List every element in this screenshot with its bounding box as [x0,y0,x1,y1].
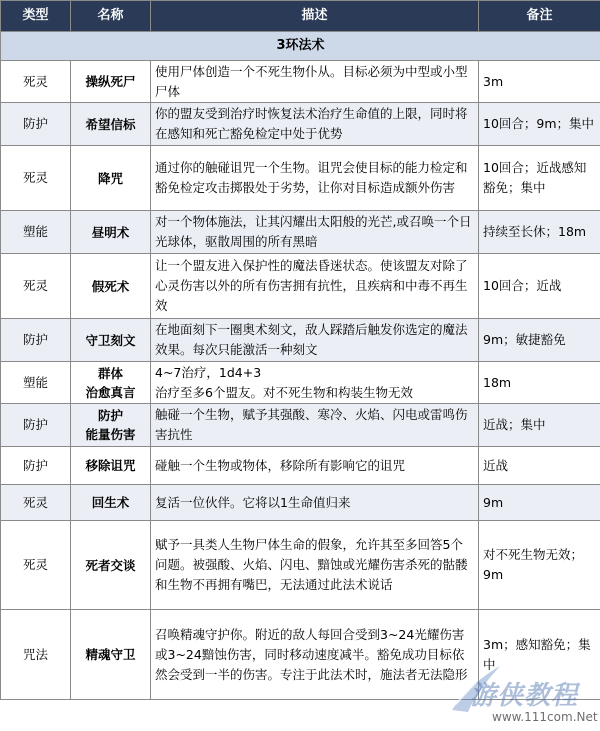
cell-type: 防护 [1,103,71,146]
cell-desc: 通过你的触碰诅咒一个生物。诅咒会使目标的能力检定和豁免检定攻击掷骰处于劣势，让你对目标造成额外伤害 [151,146,479,211]
cell-type: 咒法 [1,610,71,700]
cell-name: 假死术 [71,254,151,319]
cell-type: 死灵 [1,61,71,103]
cell-note: 18m [479,362,600,404]
cell-desc: 对一个物体施法，让其闪耀出太阳般的光芒,或召唤一个日光球体，驱散周围的所有黑暗 [151,211,479,254]
header-name: 名称 [71,1,151,32]
cell-desc: 在地面刻下一圈奥术刻文，敌人踩踏后触发你选定的魔法效果。每次只能激活一种刻文 [151,319,479,362]
cell-type: 塑能 [1,362,71,404]
cell-name: 守卫刻文 [71,319,151,362]
cell-desc: 赋予一具类人生物尸体生命的假象，允许其至多回答5个问题。被强酸、火焰、闪电、黯蚀或光耀伤害杀死的骷髅和生物不再拥有嘴巴，无法通过此法术说话 [151,521,479,610]
cell-name: 死者交谈 [71,521,151,610]
header-note: 备注 [479,1,600,32]
table-row [1,319,600,362]
cell-note: 对不死生物无效；9m [479,521,600,610]
table-row [1,254,600,319]
table-row [1,211,600,254]
header-desc: 描述 [151,1,479,32]
cell-name: 回生术 [71,485,151,521]
cell-type: 死灵 [1,146,71,211]
cell-type: 塑能 [1,211,71,254]
cell-desc: 触碰一个生物，赋予其强酸、寒冷、火焰、闪电或雷鸣伤害抗性 [151,404,479,447]
cell-note: 近战；集中 [479,404,600,447]
cell-note: 3m [479,61,600,103]
section-row [1,32,600,61]
table-row [1,485,600,521]
watermark-url: www.111com.Net [492,710,598,724]
cell-note: 3m；感知豁免；集中 [479,610,600,700]
cell-type: 防护 [1,447,71,485]
cell-name: 防护 能量伤害 [71,404,151,447]
cell-type: 死灵 [1,485,71,521]
cell-note: 近战 [479,447,600,485]
cell-type: 死灵 [1,254,71,319]
cell-note: 10回合；近战 [479,254,600,319]
cell-name: 操纵死尸 [71,61,151,103]
cell-desc: 4~7治疗，1d4+3 治疗至多6个盟友。对不死生物和构装生物无效 [151,362,479,404]
table-row [1,146,600,211]
header-row [1,1,600,32]
table-row [1,61,600,103]
header-type: 类型 [1,1,71,32]
table-row [1,362,600,404]
section-title: 3环法术 [1,32,600,61]
cell-desc: 使用尸体创造一个不死生物仆从。目标必须为中型或小型尸体 [151,61,479,103]
cell-type: 防护 [1,404,71,447]
cell-desc: 召唤精魂守护你。附近的敌人每回合受到3~24光耀伤害或3~24黯蚀伤害，同时移动速度减半。豁免成功目标依然会受到一半的伤害。专注于此法术时，施法者无法隐形 [151,610,479,700]
cell-desc: 碰触一个生物或物体，移除所有影响它的诅咒 [151,447,479,485]
cell-note: 9m；敏捷豁免 [479,319,600,362]
table-row [1,521,600,610]
cell-note: 10回合；9m；集中 [479,103,600,146]
cell-desc: 让一个盟友进入保护性的魔法昏迷状态。使该盟友对除了心灵伤害以外的所有伤害拥有抗性，且疾病和中毒不再生效 [151,254,479,319]
cell-note: 10回合；近战感知豁免；集中 [479,146,600,211]
cell-name: 降咒 [71,146,151,211]
cell-name: 移除诅咒 [71,447,151,485]
table-row [1,447,600,485]
cell-note: 持续至长休；18m [479,211,600,254]
cell-desc: 你的盟友受到治疗时恢复法术治疗生命值的上限，同时将在感知和死亡豁免检定中处于优势 [151,103,479,146]
cell-desc: 复活一位伙伴。它将以1生命值归来 [151,485,479,521]
cell-type: 死灵 [1,521,71,610]
cell-name: 昼明术 [71,211,151,254]
watermark-text: 游侠教程 [470,681,579,711]
cell-name: 群体 治愈真言 [71,362,151,404]
table-row [1,404,600,447]
cell-name: 希望信标 [71,103,151,146]
table-row [1,103,600,146]
cell-note: 9m [479,485,600,521]
cell-type: 防护 [1,319,71,362]
cell-name: 精魂守卫 [71,610,151,700]
